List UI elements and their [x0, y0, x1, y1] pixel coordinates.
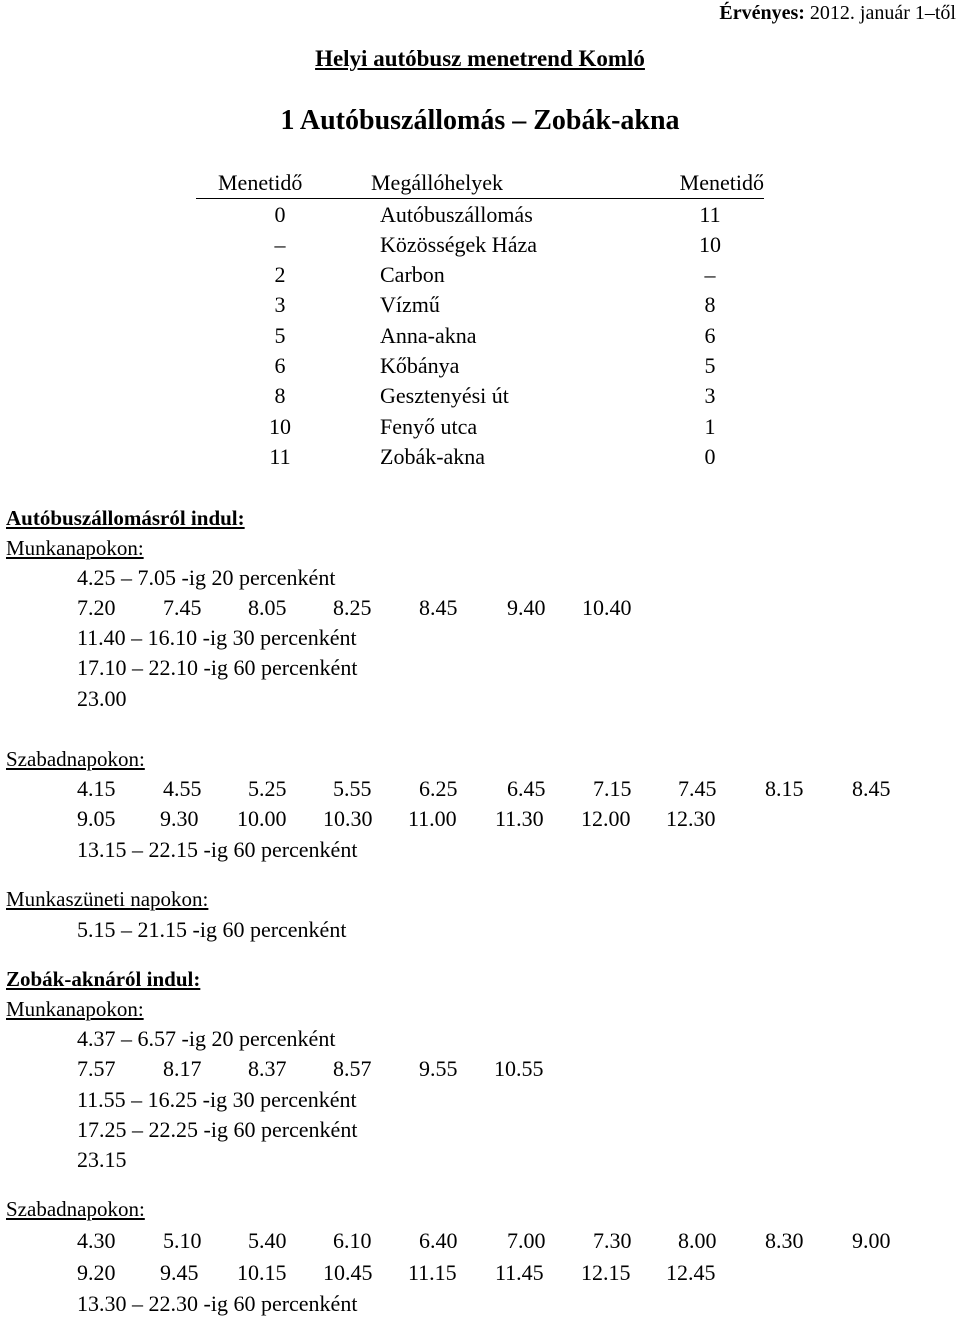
schedule-line: 11.55 – 16.25 -ig 30 percenként	[77, 1087, 357, 1112]
stop-time-back: 10	[699, 232, 721, 257]
route-title: 1 Autóbuszállomás – Zobák-akna	[280, 105, 680, 136]
schedule-line: 11.40 – 16.10 -ig 30 percenként	[77, 625, 357, 650]
departure-time: 7.15	[593, 776, 632, 801]
departure-time: 9.05	[77, 806, 116, 831]
stop-time-out: 3	[274, 292, 286, 317]
stop-time-back: 8	[704, 292, 716, 317]
validity-label: Érvényes:	[719, 2, 805, 24]
stop-name: Anna-akna	[380, 323, 477, 348]
departure-time: 11.30	[495, 806, 544, 831]
departure-time: 10.30	[323, 806, 373, 831]
header-travel-time-back: Menetidő	[679, 170, 764, 195]
stop-time-back: 5	[704, 353, 716, 378]
stop-name: Zobák-akna	[380, 444, 486, 469]
departure-time: 8.05	[248, 595, 287, 620]
stop-name: Vízmű	[380, 292, 440, 317]
section-heading-from-station: Autóbuszállomásról indul:	[6, 506, 245, 530]
departure-time: 12.45	[666, 1260, 716, 1285]
schedule-line: 13.30 – 22.30 -ig 60 percenként	[77, 1291, 358, 1316]
stop-row	[0, 383, 960, 413]
departure-time: 7.20	[77, 595, 116, 620]
stop-row	[0, 444, 960, 474]
departure-time: 8.45	[852, 776, 891, 801]
departure-time: 9.00	[852, 1228, 891, 1253]
departure-time: 12.00	[581, 806, 631, 831]
departure-time: 8.17	[163, 1056, 202, 1081]
departure-time: 10.55	[494, 1056, 544, 1081]
page-title	[0, 46, 960, 72]
departure-time: 4.15	[77, 776, 116, 801]
stop-time-out: 2	[274, 262, 286, 287]
departure-time: 11.45	[495, 1260, 544, 1285]
validity-value: 2012. január 1–től	[809, 2, 956, 24]
saturdays-heading: Szabadnapokon:	[6, 747, 145, 771]
stop-time-back: 6	[704, 323, 716, 348]
departure-time: 7.00	[507, 1228, 546, 1253]
departure-time: 8.37	[248, 1056, 287, 1081]
workdays-heading: Munkanapokon:	[6, 997, 144, 1021]
holidays-heading: Munkaszüneti napokon:	[6, 887, 209, 911]
stop-time-out: 11	[269, 444, 291, 469]
schedule-line: 23.00	[77, 686, 127, 711]
departure-times-row	[0, 776, 960, 806]
departure-time: 7.45	[678, 776, 717, 801]
departure-times-row	[0, 1228, 960, 1258]
departure-time: 11.00	[408, 806, 457, 831]
departure-times-row	[0, 806, 960, 836]
schedule-line: 23.15	[77, 1147, 127, 1172]
saturdays-heading: Szabadnapokon:	[6, 1197, 145, 1221]
page-title-text: Helyi autóbusz menetrend Komló	[315, 46, 645, 71]
stop-row	[0, 353, 960, 383]
stop-time-out: 8	[274, 383, 286, 408]
departure-time: 6.40	[419, 1228, 458, 1253]
stop-time-back: –	[704, 262, 716, 287]
departure-time: 7.30	[593, 1228, 632, 1253]
stop-name: Carbon	[380, 262, 445, 287]
schedule-line: 4.25 – 7.05 -ig 20 percenként	[77, 565, 336, 590]
stop-name: Autóbuszállomás	[380, 202, 533, 227]
departure-time: 12.30	[666, 806, 716, 831]
stop-name: Kőbánya	[380, 353, 460, 378]
departure-time: 11.15	[408, 1260, 457, 1285]
departure-time: 8.45	[419, 595, 458, 620]
departure-time: 8.30	[765, 1228, 804, 1253]
departure-time: 7.57	[77, 1056, 116, 1081]
stop-row	[0, 202, 960, 232]
departure-time: 6.25	[419, 776, 458, 801]
departure-times-row	[0, 1056, 960, 1086]
departure-time: 10.15	[237, 1260, 287, 1285]
stop-time-out: –	[274, 232, 286, 257]
stop-name: Gesztenyési út	[380, 383, 509, 408]
header-travel-time-out: Menetidő	[218, 170, 303, 195]
departure-time: 5.40	[248, 1228, 287, 1253]
departure-time: 10.00	[237, 806, 287, 831]
departure-time: 4.55	[163, 776, 202, 801]
schedule-line: 4.37 – 6.57 -ig 20 percenként	[77, 1026, 336, 1051]
departure-time: 9.20	[77, 1260, 116, 1285]
departure-time: 10.45	[323, 1260, 373, 1285]
stop-row	[0, 232, 960, 262]
schedule-line: 13.15 – 22.15 -ig 60 percenként	[77, 837, 358, 862]
departure-time: 5.10	[163, 1228, 202, 1253]
schedule-line: 17.10 – 22.10 -ig 60 percenként	[77, 655, 358, 680]
validity-note	[719, 2, 956, 25]
header-stops: Megállóhelyek	[371, 170, 503, 195]
section-heading-from-zobak: Zobák-aknáról indul:	[6, 967, 201, 991]
stop-time-back: 3	[704, 383, 716, 408]
schedule-line: 17.25 – 22.25 -ig 60 percenként	[77, 1117, 358, 1142]
departure-time: 6.10	[333, 1228, 372, 1253]
departure-time: 5.55	[333, 776, 372, 801]
stop-row	[0, 323, 960, 353]
departure-time: 5.25	[248, 776, 287, 801]
departure-time: 9.45	[160, 1260, 199, 1285]
stop-row	[0, 414, 960, 444]
departure-times-row	[0, 595, 960, 625]
stop-time-out: 6	[274, 353, 286, 378]
departure-times-row	[0, 1260, 960, 1290]
stop-name: Fenyő utca	[380, 414, 478, 439]
departure-time: 8.57	[333, 1056, 372, 1081]
departure-time: 7.45	[163, 595, 202, 620]
departure-time: 8.15	[765, 776, 804, 801]
departure-time: 6.45	[507, 776, 546, 801]
stop-time-back: 0	[704, 444, 716, 469]
stop-time-back: 11	[699, 202, 721, 227]
departure-time: 12.15	[581, 1260, 631, 1285]
departure-time: 9.40	[507, 595, 546, 620]
stops-table-header	[196, 170, 764, 199]
departure-time: 10.40	[582, 595, 632, 620]
departure-time: 8.25	[333, 595, 372, 620]
departure-time: 8.00	[678, 1228, 717, 1253]
stop-time-back: 1	[704, 414, 716, 439]
departure-time: 9.55	[419, 1056, 458, 1081]
schedule-line: 5.15 – 21.15 -ig 60 percenként	[77, 917, 347, 942]
stop-name: Közösségek Háza	[380, 232, 537, 257]
stop-time-out: 5	[274, 323, 286, 348]
departure-time: 9.30	[160, 806, 199, 831]
departure-time: 4.30	[77, 1228, 116, 1253]
workdays-heading: Munkanapokon:	[6, 536, 144, 560]
stop-row	[0, 262, 960, 292]
stop-time-out: 0	[274, 202, 286, 227]
stop-row	[0, 292, 960, 322]
stop-time-out: 10	[269, 414, 291, 439]
